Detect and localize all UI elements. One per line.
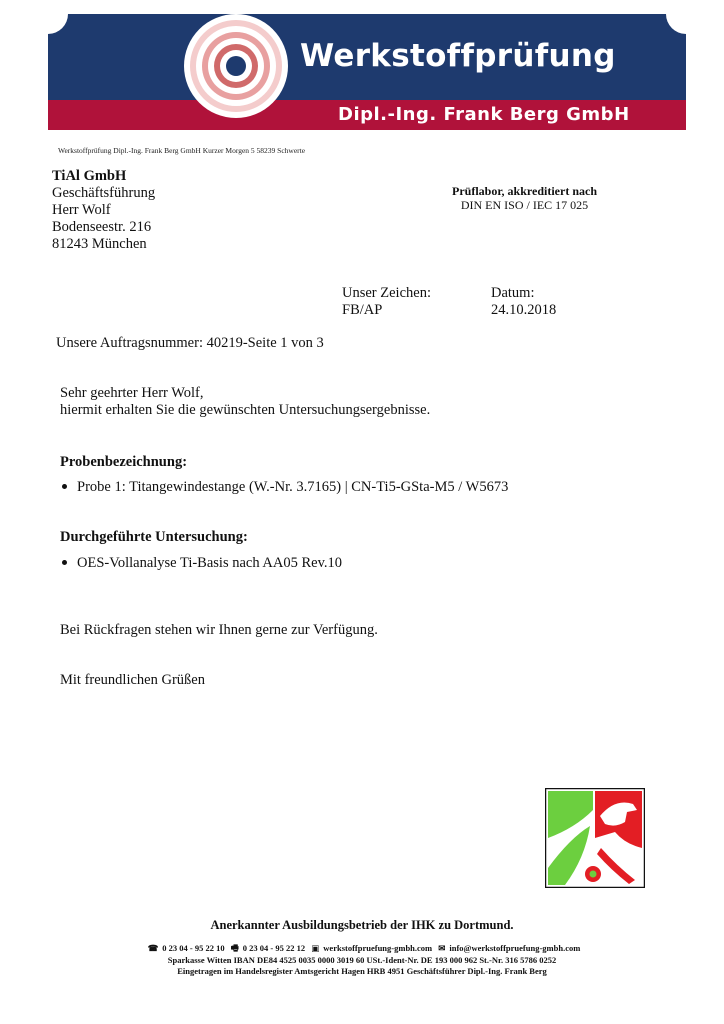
- brand-subtitle: Dipl.-Ing. Frank Berg GmbH: [338, 104, 630, 125]
- reference-date-label: Datum:: [491, 285, 535, 301]
- intro-text: hiermit erhalten Sie die gewünschten Untersuchungsergebnisse.: [60, 402, 431, 418]
- accreditation-note: [452, 184, 597, 212]
- footer-contact: [0, 943, 724, 954]
- sender-line: Werkstoffprüfung Dipl.-Ing. Frank Berg GmbH Kurzer Morgen 5 58239 Schwerte: [58, 146, 306, 155]
- target-logo-icon: [180, 12, 292, 120]
- recipient-line: Herr Wolf: [52, 202, 111, 218]
- sample-item: Probe 1: Titangewindestange (W.-Nr. 3.7165) | CN-Ti5-GSta-M5 / W5673: [77, 479, 509, 495]
- tests-title: Durchgeführte Untersuchung:: [60, 529, 248, 545]
- recipient-line: Bodenseestr. 216: [52, 219, 152, 235]
- list-item: [62, 555, 342, 572]
- phone-icon: ☎: [147, 943, 159, 953]
- footer-email[interactable]: info@werkstoffpruefung-gmbh.com: [449, 943, 581, 953]
- recipient-line: Geschäftsführung: [52, 185, 156, 201]
- reference-date: [491, 285, 556, 319]
- brand-title: Werkstoffprüfung: [300, 38, 616, 74]
- test-item: OES-Vollanalyse Ti-Basis nach AA05 Rev.10: [77, 555, 343, 571]
- bullet-icon: [62, 484, 67, 489]
- bullet-icon: [62, 560, 67, 565]
- fax-icon: 🖷: [230, 943, 239, 953]
- reference-date-value: 24.10.2018: [491, 302, 557, 318]
- footer-fax: 0 23 04 - 95 22 12: [242, 943, 306, 953]
- accreditation-standard: DIN EN ISO / IEC 17 025: [460, 198, 589, 212]
- footer-ihk: Anerkannter Ausbildungsbetrieb der IHK zu Dortmund.: [210, 918, 514, 932]
- footer-bank: Sparkasse Witten IBAN DE84 4525 0035 0000 3019 60 USt.-Ident-Nr. DE 193 000 962 St.-Nr. 316 5786 0252: [167, 955, 557, 965]
- reference-sign: [342, 285, 431, 319]
- computer-icon: ▣: [311, 943, 320, 953]
- footer-phone: 0 23 04 - 95 22 10: [162, 943, 225, 953]
- samples-title: Probenbezeichnung:: [60, 454, 188, 470]
- list-item: [62, 479, 508, 496]
- recipient-address: [52, 168, 155, 253]
- emblem-logo-icon: [545, 788, 645, 888]
- footer-register: Eingetragen im Handelsregister Amtsgericht Hagen HRB 4951 Geschäftsführer Dipl.-Ing. Frank Berg: [177, 966, 547, 976]
- recipient-company: TiAl GmbH: [52, 168, 127, 184]
- order-number: Unsere Auftragsnummer: 40219-Seite 1 von 3: [56, 335, 324, 351]
- recipient-line: 81243 München: [52, 236, 147, 252]
- accreditation-title: Prüflabor, akkreditiert nach: [452, 184, 598, 198]
- questions-text: Bei Rückfragen stehen wir Ihnen gerne zur Verfügung.: [60, 622, 378, 638]
- mail-icon: ✉: [438, 943, 446, 953]
- reference-sign-value: FB/AP: [342, 302, 383, 318]
- reference-sign-label: Unser Zeichen:: [342, 285, 431, 301]
- greeting: Sehr geehrter Herr Wolf,: [60, 385, 204, 401]
- closing-text: Mit freundlichen Grüßen: [60, 672, 205, 688]
- footer-web[interactable]: werkstoffpruefung-gmbh.com: [323, 943, 433, 953]
